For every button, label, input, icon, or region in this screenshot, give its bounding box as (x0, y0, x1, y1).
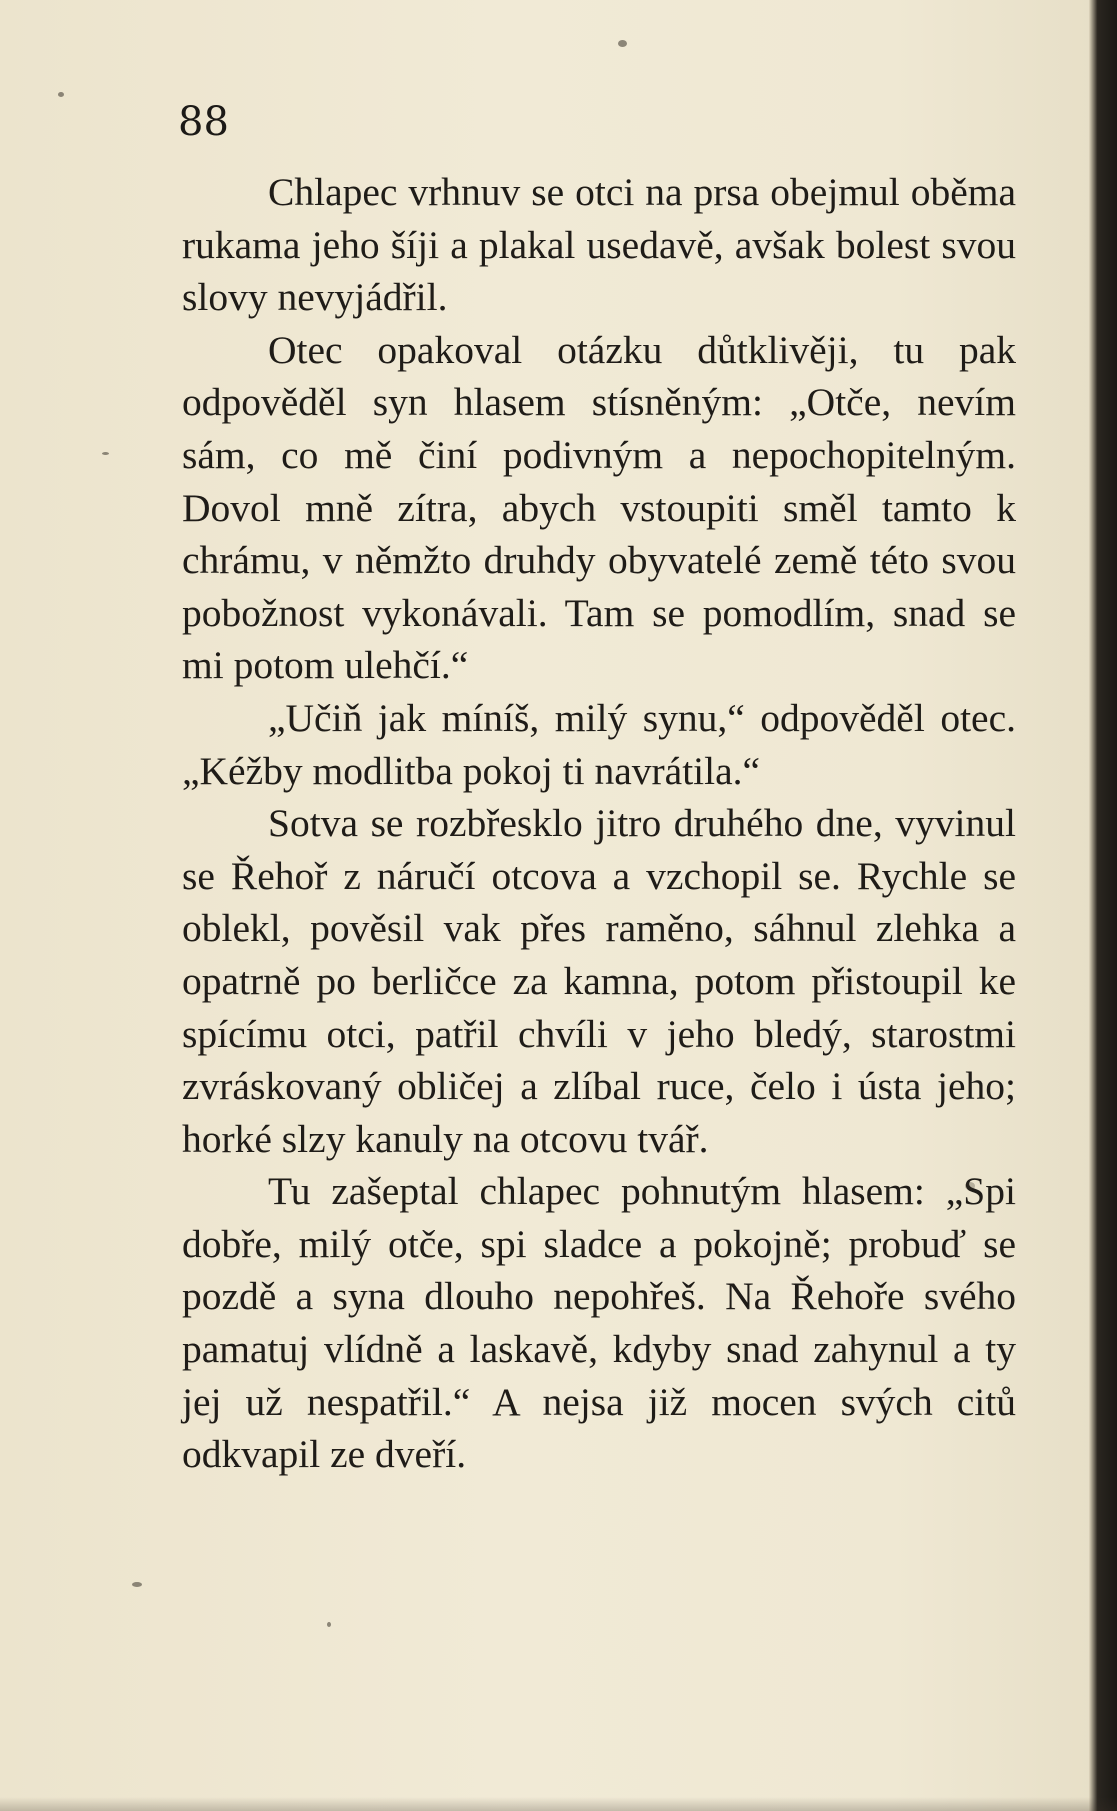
paper-speck (965, 1182, 975, 1190)
paper-speck (618, 40, 627, 47)
paragraph-2: Otec opakoval otázku důtklivěji, tu pak odpověděl syn hlasem stísněným: „Otče, nevím sám, co mě činí podivným a nepochopitelným. Dovol mně zítra, abych vstoupiti směl tamto k chrámu, v němžto druhdy obyvatelé země této svou pobožnost vykonávali. Tam se pomodlím, snad se mi potom ulehčí.“ (182, 327, 1016, 688)
paragraph-1: Chlapec vrhnuv se otci na prsa obejmul oběma rukama jeho šíji a plakal usedavě, avšak bolest svou slovy nevyjádřil. (182, 170, 1016, 320)
body-text (182, 166, 1016, 1481)
paper-speck (102, 452, 109, 455)
paper-speck (327, 1622, 331, 1627)
page-bottom-shadow (0, 1797, 1117, 1811)
paragraph-4: Sotva se rozbřesklo jitro druhého dne, vyvinul se Řehoř z náručí otcova a vzchopil se. Rychle se oblekl, pověsil vak přes raměno, sáhnul zlehka a opatrně po berličce za kamna, potom přistoupil ke spícímu otci, patřil chvíli v jeho bledý, starostmi zvráskovaný obličej a zlíbal ruce, čelo i ústa jeho; horké slzy kanuly na otcovu tvář. (182, 801, 1016, 1161)
book-gutter-edge (1089, 0, 1117, 1811)
page-number: 88 (178, 99, 229, 145)
paper-speck (132, 1582, 142, 1587)
paper-speck (58, 92, 64, 97)
paragraph-3: „Učiň jak míníš, milý synu,“ odpověděl otec. „Kéžby modlitba pokoj ti navrátila.“ (182, 695, 1016, 793)
paragraph-5: Tu zašeptal chlapec pohnutým hlasem: „Spi dobře, milý otče, spi sladce a pokojně; probuď se pozdě a syna dlouho nepohřeš. Na Řehoře svého pamatuj vlídně a laskavě, kdyby snad zahynul a ty jej už nespatřil.“ A nejsa již mocen svých citů odkvapil ze dveří. (182, 1169, 1016, 1477)
